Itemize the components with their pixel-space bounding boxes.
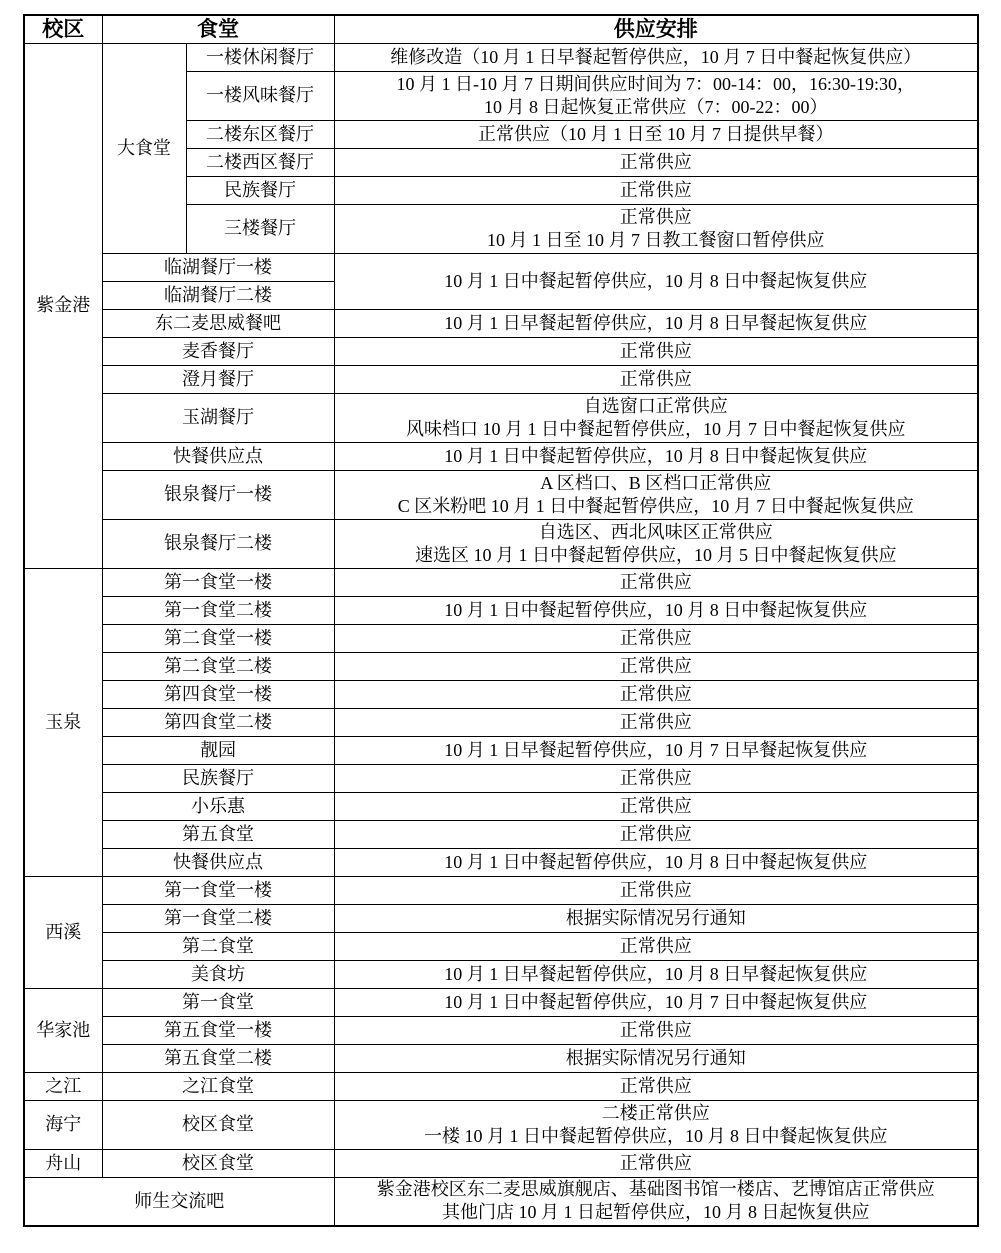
table-row (24, 43, 978, 71)
canteen-cell: 快餐供应点 (102, 442, 334, 470)
supply-line: A 区档口、B 区档口正常供应 (540, 472, 772, 493)
table-row (24, 365, 978, 393)
canteen-cell: 临湖餐厅一楼 (102, 253, 334, 281)
table-row (24, 470, 978, 519)
supply-cell: 正常供应 (334, 568, 978, 596)
supply-line: 正常供应 (619, 206, 692, 227)
supply-line: C 区米粉吧 10 月 1 日中餐起暂停供应，10 月 7 日中餐起恢复供应 (397, 495, 914, 516)
supply-cell: 10 月 1 日中餐起暂停供应，10 月 8 日中餐起恢复供应 (334, 253, 978, 309)
table-row (24, 848, 978, 876)
table-row (24, 337, 978, 365)
supply-cell: 正常供应 (334, 932, 978, 960)
table-row (24, 624, 978, 652)
supply-cell (334, 1100, 978, 1149)
table-row (24, 1149, 978, 1177)
table-row (24, 736, 978, 764)
canteen-cell: 银泉餐厅二楼 (102, 519, 334, 568)
canteen-cell: 第一食堂一楼 (102, 568, 334, 596)
supply-line: 自选区、西北风味区正常供应 (538, 521, 773, 542)
canteen-cell: 银泉餐厅一楼 (102, 470, 334, 519)
canteen-cell: 第二食堂 (102, 932, 334, 960)
canteen-cell: 师生交流吧 (24, 1177, 334, 1226)
canteen-cell: 第四食堂二楼 (102, 708, 334, 736)
supply-cell (334, 470, 978, 519)
supply-line: 10 月 1 日-10 月 7 日期间供应时间为 7：00-14：00，16:30-19:30， (396, 73, 915, 94)
supply-cell (334, 204, 978, 253)
supply-cell: 正常供应 (334, 764, 978, 792)
campus-cell: 海宁 (24, 1100, 102, 1149)
supply-line: 紫金港校区东二麦思威旗舰店、基础图书馆一楼店、艺博馆店正常供应 (376, 1179, 935, 1200)
table-row (24, 596, 978, 624)
canteen-cell: 校区食堂 (102, 1149, 334, 1177)
campus-cell: 之江 (24, 1072, 102, 1100)
canteen-cell: 第五食堂二楼 (102, 1044, 334, 1072)
supply-cell (334, 71, 978, 120)
header-campus: 校区 (24, 15, 102, 43)
canteen-cell: 民族餐厅 (102, 764, 334, 792)
supply-line: 一楼 10 月 1 日中餐起暂停供应，10 月 8 日中餐起恢复供应 (424, 1125, 888, 1146)
canteen-cell: 第一食堂 (102, 988, 334, 1016)
campus-cell: 舟山 (24, 1149, 102, 1177)
table-row (24, 708, 978, 736)
supply-line: 二楼正常供应 (601, 1102, 710, 1123)
supply-cell: 根据实际情况另行通知 (334, 904, 978, 932)
header-row (24, 15, 978, 43)
canteen-cell: 第一食堂一楼 (102, 876, 334, 904)
canteen-cell: 一楼风味餐厅 (186, 71, 334, 120)
canteen-cell: 快餐供应点 (102, 848, 334, 876)
canteen-cell: 玉湖餐厅 (102, 393, 334, 442)
supply-cell: 根据实际情况另行通知 (334, 1044, 978, 1072)
supply-cell (334, 393, 978, 442)
canteen-cell: 第五食堂 (102, 820, 334, 848)
supply-line: 风味档口 10 月 1 日中餐起暂停供应，10 月 7 日中餐起恢复供应 (406, 418, 906, 439)
table-row (24, 680, 978, 708)
table-row (24, 1072, 978, 1100)
supply-line: 速选区 10 月 1 日中餐起暂停供应，10 月 5 日中餐起恢复供应 (415, 544, 897, 565)
table-row (24, 960, 978, 988)
table-row (24, 652, 978, 680)
supply-cell: 正常供应 (334, 708, 978, 736)
table-row (24, 568, 978, 596)
canteen-cell: 民族餐厅 (186, 176, 334, 204)
canteen-cell: 靓园 (102, 736, 334, 764)
supply-cell: 正常供应 (334, 337, 978, 365)
supply-cell: 正常供应 (334, 876, 978, 904)
campus-cell: 西溪 (24, 876, 102, 988)
table-row (24, 988, 978, 1016)
table-row (24, 820, 978, 848)
supply-cell: 正常供应 (334, 1072, 978, 1100)
supply-line: 其他门店 10 月 1 日起暂停供应，10 月 8 日起恢复供应 (442, 1202, 870, 1223)
table-row (24, 1177, 978, 1226)
header-supply: 供应安排 (334, 15, 978, 43)
supply-cell: 正常供应 (334, 176, 978, 204)
canteen-cell: 临湖餐厅二楼 (102, 281, 334, 309)
table-row (24, 393, 978, 442)
header-canteen: 食堂 (102, 15, 334, 43)
canteen-cell: 第四食堂一楼 (102, 680, 334, 708)
supply-cell: 10 月 1 日早餐起暂停供应，10 月 8 日早餐起恢复供应 (334, 309, 978, 337)
supply-cell: 正常供应（10 月 1 日至 10 月 7 日提供早餐） (334, 120, 978, 148)
table-row (24, 309, 978, 337)
supply-line: 自选窗口正常供应 (583, 395, 728, 416)
table-row (24, 932, 978, 960)
canteen-cell: 小乐惠 (102, 792, 334, 820)
table-row (24, 792, 978, 820)
supply-cell: 正常供应 (334, 652, 978, 680)
canteen-cell: 三楼餐厅 (186, 204, 334, 253)
supply-cell (334, 519, 978, 568)
canteen-cell: 一楼休闲餐厅 (186, 43, 334, 71)
canteen-cell: 之江食堂 (102, 1072, 334, 1100)
canteen-cell: 第二食堂二楼 (102, 652, 334, 680)
table-row (24, 253, 978, 281)
canteen-cell: 二楼东区餐厅 (186, 120, 334, 148)
supply-cell: 10 月 1 日中餐起暂停供应，10 月 7 日中餐起恢复供应 (334, 988, 978, 1016)
supply-cell: 10 月 1 日中餐起暂停供应，10 月 8 日中餐起恢复供应 (334, 596, 978, 624)
table-row (24, 1044, 978, 1072)
supply-cell (334, 1177, 978, 1226)
canteen-cell: 第五食堂一楼 (102, 1016, 334, 1044)
supply-cell: 正常供应 (334, 365, 978, 393)
supply-cell: 正常供应 (334, 792, 978, 820)
campus-cell: 玉泉 (24, 568, 102, 876)
supply-line: 10 月 8 日起恢复正常供应（7：00-22：00） (484, 96, 828, 117)
table-row (24, 904, 978, 932)
canteen-cell: 第二食堂一楼 (102, 624, 334, 652)
supply-cell: 10 月 1 日早餐起暂停供应，10 月 8 日早餐起恢复供应 (334, 960, 978, 988)
canteen-supply-table (23, 14, 979, 1227)
supply-cell: 正常供应 (334, 148, 978, 176)
canteen-cell: 美食坊 (102, 960, 334, 988)
table-row (24, 519, 978, 568)
canteen-cell: 校区食堂 (102, 1100, 334, 1149)
supply-cell: 正常供应 (334, 1149, 978, 1177)
table-row (24, 876, 978, 904)
canteen-group-cell: 大食堂 (102, 43, 186, 253)
table-row (24, 1016, 978, 1044)
supply-cell: 正常供应 (334, 820, 978, 848)
table-row (24, 1100, 978, 1149)
table-row (24, 764, 978, 792)
supply-cell: 10 月 1 日中餐起暂停供应，10 月 8 日中餐起恢复供应 (334, 442, 978, 470)
table-row (24, 442, 978, 470)
supply-cell: 正常供应 (334, 1016, 978, 1044)
supply-line: 10 月 1 日至 10 月 7 日教工餐窗口暂停供应 (487, 229, 825, 250)
supply-cell: 正常供应 (334, 680, 978, 708)
supply-cell: 10 月 1 日早餐起暂停供应，10 月 7 日早餐起恢复供应 (334, 736, 978, 764)
canteen-cell: 澄月餐厅 (102, 365, 334, 393)
supply-cell: 维修改造（10 月 1 日早餐起暂停供应，10 月 7 日中餐起恢复供应） (334, 43, 978, 71)
canteen-cell: 麦香餐厅 (102, 337, 334, 365)
canteen-cell: 二楼西区餐厅 (186, 148, 334, 176)
canteen-cell: 第一食堂二楼 (102, 596, 334, 624)
campus-cell: 华家池 (24, 988, 102, 1072)
campus-cell: 紫金港 (24, 43, 102, 568)
canteen-cell: 东二麦思威餐吧 (102, 309, 334, 337)
canteen-cell: 第一食堂二楼 (102, 904, 334, 932)
supply-cell: 正常供应 (334, 624, 978, 652)
supply-cell: 10 月 1 日中餐起暂停供应，10 月 8 日中餐起恢复供应 (334, 848, 978, 876)
